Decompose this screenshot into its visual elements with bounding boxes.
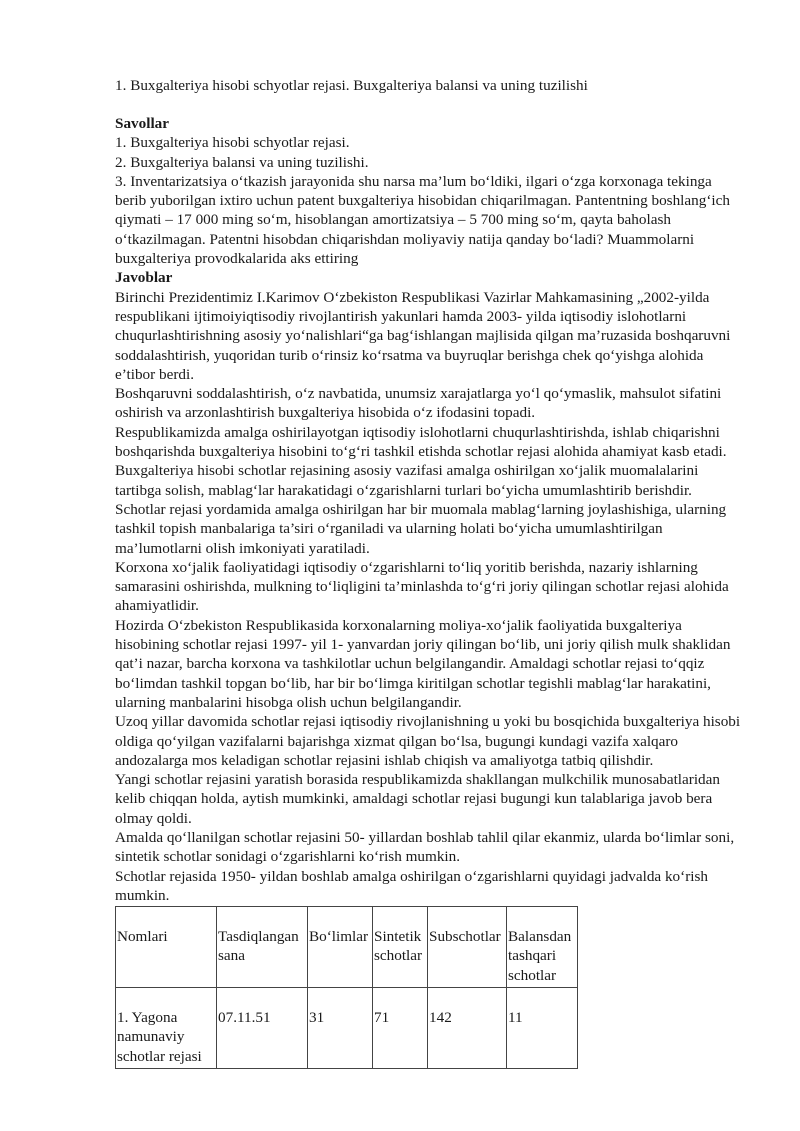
paragraph: Respublikamizda amalga oshirilayotgan iqtisodiy islohotlarni chuqurlashtirishda, ishlab chiqarishni boshqarishda buxgalteriya hisobini to‘g‘ri tashkil etishda schotlar rejasi alohida ahamiyat kasb etadi.: [115, 423, 727, 461]
table-header-row: [116, 907, 578, 988]
changes-table: [115, 906, 578, 1069]
question-item: 2. Buxgalteriya balansi va uning tuzilishi.: [115, 153, 369, 171]
question-item: 3. Inventarizatsiya o‘tkazish jarayonida shu narsa ma’lum bo‘ldiki, ilgari o‘zga korxonaga tekinga berib yuborilgan ixtiro uchun patent buxgalteriya hisobidan chiqarilmagan. Pantentning boshlang‘ich qiymati – 17 000 ming so‘m, hisoblangan amortizatsiya – 5 700 ming so‘m, qayta baholash o‘tkazilmagan. Patentni hisobdan chiqarishdan moliyaviy natija qanday bo‘ladi? Muammolarni buxgalteriya provodkalarida aks ettiring: [115, 172, 730, 268]
spacer: [115, 96, 745, 114]
questions-list: [115, 133, 745, 268]
table-header-cell: Balansdan tashqari schotlar: [507, 907, 578, 988]
table-cell: 07.11.51: [217, 988, 308, 1069]
question-item: 1. Buxgalteriya hisobi schyotlar rejasi.: [115, 134, 350, 152]
paragraph: Schotlar rejasida 1950- yildan boshlab amalga oshirilgan o‘zgarishlarni quyidagi jadvalda ko‘rish mumkin.: [115, 867, 708, 904]
table-cell: 31: [308, 988, 373, 1069]
table-cell: 71: [373, 988, 428, 1069]
paragraph: Korxona xo‘jalik faoliyatidagi iqtisodiy o‘zgarishlarni to‘liq yoritib berishda, nazariy ishlarning samarasini oshirishda, mulkning to‘liqligini ta’minlashda to‘g‘ri joriy qilingan schotlar rejasi alohida ahamiyatlidir.: [115, 558, 729, 615]
paragraph: Yangi schotlar rejasini yaratish borasida respublikamizda shakllangan mulkchilik munosabatlaridan kelib chiqqan holda, aytish mumkinki, amaldagi schotlar rejasi bugungi kun talablariga javob bera olmay qoldi.: [115, 771, 720, 827]
paragraph: Uzoq yillar davomida schotlar rejasi iqtisodiy rivojlanishning u yoki bu bosqichida buxgalteriya hisobi oldiga qo‘yilgan vazifalarni bajarishga xizmat qilgan bo‘lsa, bugungi kundagi vazifa xalqaro andozalarga mos keladigan schotlar rejasini ishlab chiqish va amaliyotga tatbiq qilishdir.: [115, 713, 741, 769]
paragraph: Boshqaruvni soddalashtirish, o‘z navbatida, unumsiz xarajatlarga yo‘l qo‘ymaslik, mahsulot sifatini oshirish va arzonlashtirish buxgalteriya hisobida o‘z ifodasini topadi.: [115, 385, 722, 422]
table-cell: 142: [428, 988, 507, 1069]
paragraph: Buxgalteriya hisobi schotlar rejasining asosiy vazifasi amalga oshirilgan xo‘jalik muomalalarini tartibga solish, mablag‘lar harakatidagi o‘zgarishlarni turlari bo‘yicha umumlashtirib berishdir. Schotlar rejasi yordamida amalga oshirilgan har bir muomala mablag‘larning joylashishiga, ularning tashkil topish manbalariga ta’siri o‘rganiladi va ularning holati bo‘yicha umumlashtirilgan ma’lumotlarni olish imkoniyati yaratiladi.: [115, 462, 727, 557]
answers-body: [115, 288, 745, 906]
questions-heading: Savollar: [115, 115, 170, 132]
table-row: [116, 988, 578, 1069]
table-cell: 11: [507, 988, 578, 1069]
table-header-cell: Subschotlar: [428, 907, 507, 988]
answers-heading: Javoblar: [115, 269, 173, 287]
paragraph: Hozirda O‘zbekiston Respublikasida korxonalarning moliya-xo‘jalik faoliyatida buxgalteriya hisobining schotlar rejasi 1997- yil 1- yanvardan joriy qilingan bo‘lib, uni joriy qilish mulk shaklidan qat’i nazar, barcha korxona va tashkilotlar uchun belgilangandir. Amaldagi schotlar rejasi to‘qqiz bo‘limdan tashkil topgan bo‘lib, har bir bo‘limga kiritilgan schotlar tegishli mablag‘lar harakatini, ularning manbalarini hisobga olish uchun belgilangandir.: [115, 616, 731, 711]
paragraph: Birinchi Prezidentimiz I.Karimov O‘zbekiston Respublikasi Vazirlar Mahkamasining „2002-yilda respublikani ijtimoiyiqtisodiy rivojlantirish yakunlari hamda 2003- yilda iqtisodiy islohotlarni chuqurlashtirishning asosiy yo‘nalishlari“ga bag‘ishlangan majlisida qilgan ma’ruzasida boshqaruvni soddalashtirish, yuqoridan turib o‘rinsiz ko‘rsatma va buyruqlar berishga chek qo‘yishga alohida e’tibor berdi.: [115, 288, 731, 383]
table-cell: 1. Yagona namunaviy schotlar rejasi: [116, 988, 217, 1069]
table-header-cell: Tasdiqlangan sana: [217, 907, 308, 988]
paragraph: Amalda qo‘llanilgan schotlar rejasini 50- yillardan boshlab tahlil qilar ekanmiz, ularda bo‘limlar soni, sintetik schotlar sonidagi o‘zgarishlarni ko‘rish mumkin.: [115, 828, 735, 866]
table-header-cell: Bo‘limlar: [308, 907, 373, 988]
document-title: 1. Buxgalteriya hisobi schyotlar rejasi. Buxgalteriya balansi va uning tuzilishi: [115, 77, 588, 94]
table-header-cell: Sintetik schotlar: [373, 907, 428, 988]
table-header-cell: Nomlari: [116, 907, 217, 988]
document-page: [115, 76, 745, 1069]
